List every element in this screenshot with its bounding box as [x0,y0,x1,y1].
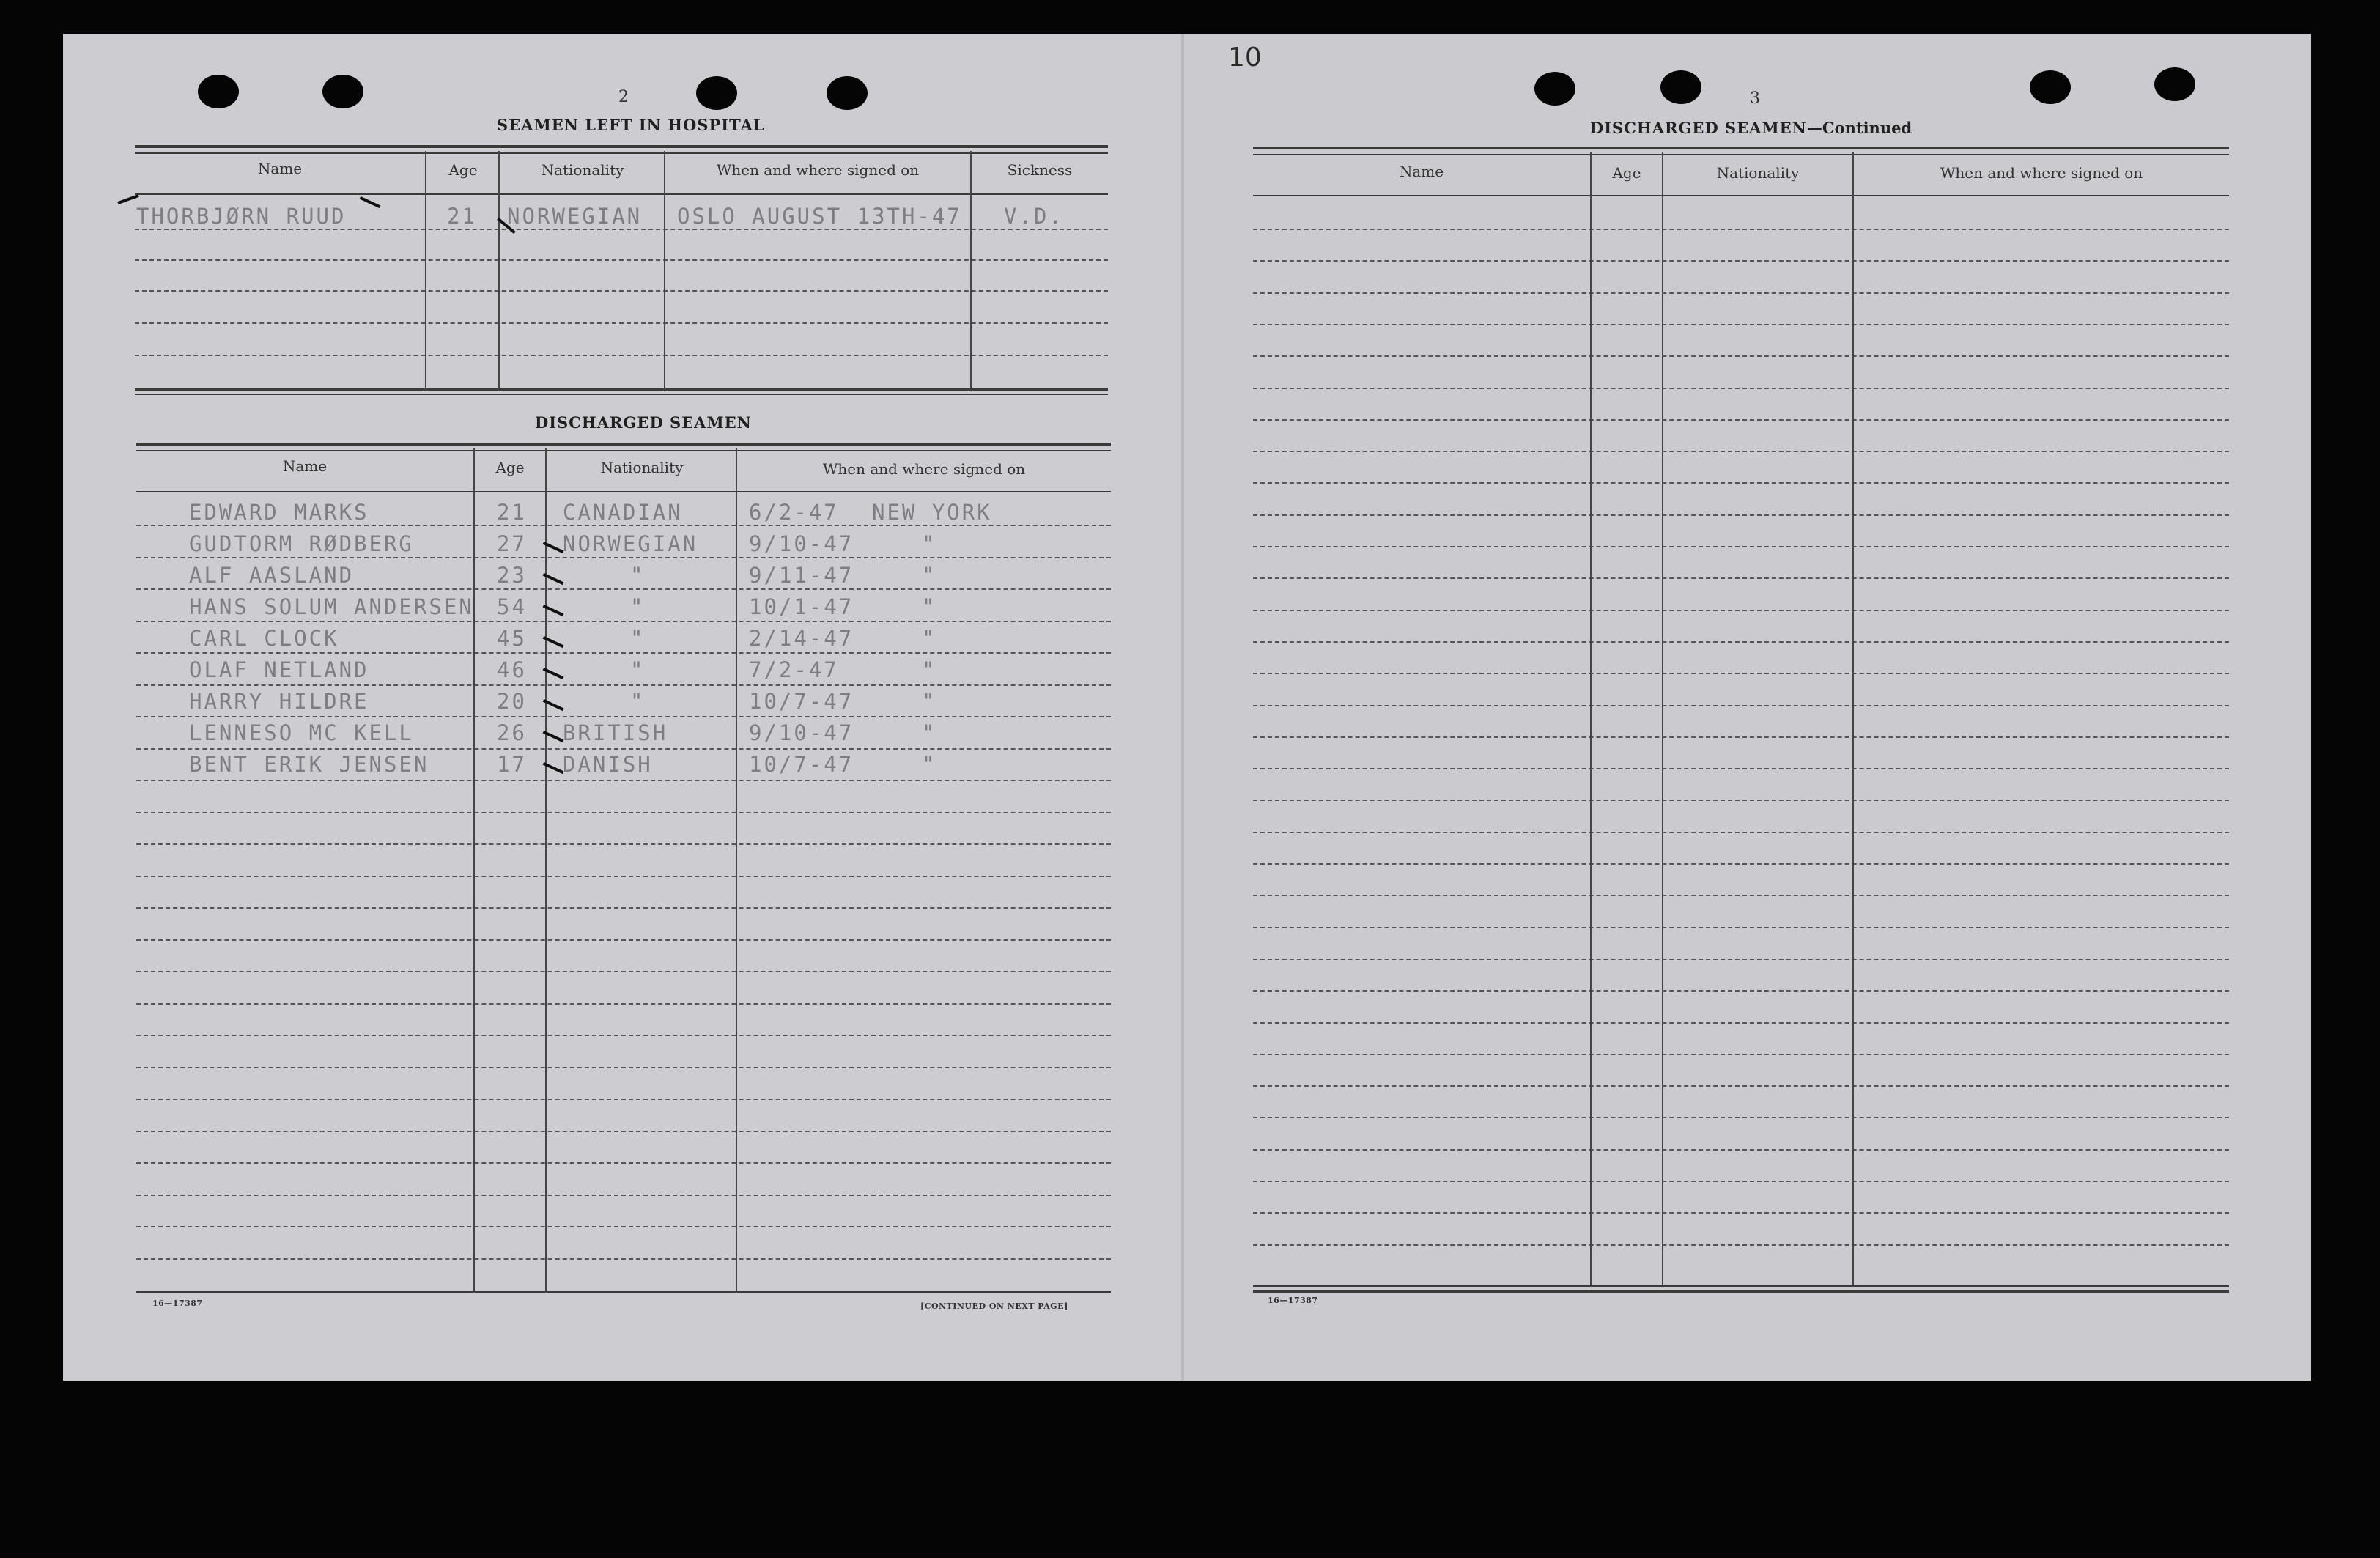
continued-header-signed-on: When and where signed on [1940,164,2143,182]
row-line [1253,1054,2229,1055]
row-line [1253,482,2229,484]
discharged-date: 10/1-47 [749,594,854,619]
continued-header-name: Name [1399,163,1444,180]
row-line [136,557,1111,558]
column-divider [664,151,665,391]
row-line [135,229,1108,230]
form-code: 16—17387 [152,1299,203,1308]
row-line [136,843,1111,845]
row-line [136,1003,1111,1005]
discharged-nationality: DANISH [563,752,653,777]
discharged-place: " [922,563,937,588]
punch-hole [2030,70,2071,104]
row-line [1253,736,2229,738]
row-line [135,322,1108,324]
page-number: 2 [618,88,629,106]
row-line [1253,324,2229,325]
row-line [1253,546,2229,547]
row-line [136,876,1111,877]
discharged-name: HANS SOLUM ANDERSEN [189,594,474,619]
discharged-name: HARRY HILDRE [189,689,369,714]
row-line [1253,641,2229,643]
hospital-header-signed-on: When and where signed on [716,161,920,179]
row-line [1253,1212,2229,1214]
row-line [1253,705,2229,706]
column-divider [736,448,737,1293]
continued-note: [CONTINUED ON NEXT PAGE] [920,1302,1068,1311]
row-line [136,780,1111,781]
row-line [1253,1117,2229,1118]
continued-header-age: Age [1612,164,1641,182]
row-line [1253,927,2229,928]
discharged-place: " [922,626,937,651]
punch-hole [827,76,868,110]
continued-header-nationality: Nationality [1716,164,1800,182]
discharged-date: 7/2-47 [749,657,839,682]
row-line [1253,1244,2229,1246]
punch-hole [322,75,363,108]
continued-title-suffix: —Continued [1806,119,1912,137]
row-line [1253,292,2229,294]
row-line [1253,1085,2229,1087]
discharged-place: " [922,657,937,682]
row-line [136,716,1111,717]
row-line [136,812,1111,813]
row-line [136,1131,1111,1132]
hospital-header-name: Name [257,160,303,177]
rule [135,152,1108,154]
column-divider [498,151,500,391]
row-line [136,1162,1111,1164]
row-line [1253,1181,2229,1182]
row-line [136,684,1111,686]
discharged-header-age: Age [495,459,525,476]
rule [136,1291,1111,1293]
punch-hole [696,76,737,110]
discharged-place: " [922,720,937,745]
row-line [135,290,1108,292]
discharged-nationality: " [630,594,646,619]
discharged-age: 27 [497,531,527,556]
rule [1253,1290,2229,1293]
rule [135,193,1108,195]
discharged-nationality: BRITISH [563,720,668,745]
row-line [1253,990,2229,992]
discharged-age: 45 [497,626,527,651]
row-line [136,525,1111,526]
row-line [136,652,1111,654]
hospital-age: 21 [447,204,477,229]
column-divider [1590,152,1592,1287]
rule [1253,195,2229,196]
row-line [1253,1022,2229,1024]
row-line [1253,577,2229,579]
row-line [135,259,1108,261]
rule [136,450,1111,451]
discharged-place: " [922,752,937,777]
row-line [136,1258,1111,1260]
row-line [135,355,1108,356]
row-line [1253,863,2229,865]
row-line [136,971,1111,972]
discharged-header-nationality: Nationality [600,459,684,476]
rule [136,443,1111,446]
discharged-place: NEW YORK [872,500,992,525]
row-line [1253,895,2229,896]
row-line [1253,832,2229,833]
punch-hole [1534,72,1575,106]
discharged-nationality: " [630,563,646,588]
discharged-name: LENNESO MC KELL [189,720,414,745]
discharged-date: 9/11-47 [749,563,854,588]
discharged-date: 6/2-47 [749,500,839,525]
discharged-date: 9/10-47 [749,531,854,556]
row-line [1253,768,2229,769]
discharged-date: 2/14-47 [749,626,854,651]
discharged-age: 17 [497,752,527,777]
row-line [1253,514,2229,516]
page-number: 3 [1750,89,1760,108]
row-line [1253,610,2229,611]
row-line [1253,419,2229,421]
rule [1253,154,2229,155]
rule [135,394,1108,395]
discharged-name: GUDTORM RØDBERG [189,531,414,556]
discharged-place: " [922,594,937,619]
hospital-sickness: V.D. [1004,204,1064,229]
row-line [1253,388,2229,389]
punch-hole [198,75,239,108]
punch-hole [1660,70,1701,104]
rule [135,145,1108,148]
discharged-header-signed-on: When and where signed on [822,460,1026,478]
hospital-header-nationality: Nationality [541,161,624,179]
row-line [1253,673,2229,674]
row-line [1253,959,2229,960]
row-line [136,588,1111,590]
row-line [136,621,1111,622]
row-line [136,1099,1111,1100]
discharged-nationality: " [630,657,646,682]
row-line [136,907,1111,909]
hospital-nationality: NORWEGIAN [507,204,643,229]
discharged-age: 20 [497,689,527,714]
row-line [136,1035,1111,1036]
column-divider [473,448,475,1293]
discharged-name: OLAF NETLAND [189,657,369,682]
discharged-name: ALF AASLAND [189,563,355,588]
row-line [136,748,1111,750]
hospital-title: SEAMEN LEFT IN HOSPITAL [497,116,765,134]
discharged-date: 10/7-47 [749,689,854,714]
column-divider [1662,152,1663,1287]
row-line [136,1226,1111,1227]
rule [1253,147,2229,149]
row-line [1253,229,2229,230]
discharged-date: 9/10-47 [749,720,854,745]
row-line [136,1067,1111,1068]
column-divider [1852,152,1854,1287]
punch-hole [2154,67,2195,101]
continued-title [1590,119,1912,137]
form-code: 16—17387 [1268,1296,1318,1305]
discharged-name: BENT ERIK JENSEN [189,752,429,777]
continued-title-main: DISCHARGED SEAMEN [1590,119,1807,137]
discharged-name: EDWARD MARKS [189,500,369,525]
page-fold [1181,34,1184,1381]
row-line [1253,800,2229,801]
hospital-name: THORBJØRN RUUD [136,204,347,229]
right-page [1183,34,2311,1381]
discharged-nationality: NORWEGIAN [563,531,698,556]
discharged-age: 46 [497,657,527,682]
column-divider [425,151,426,391]
discharged-name: CARL CLOCK [189,626,339,651]
row-line [1253,451,2229,452]
row-line [1253,355,2229,357]
row-line [136,939,1111,941]
row-line [1253,1149,2229,1151]
handwritten-mark: 10 [1228,43,1262,73]
row-line [1253,260,2229,262]
discharged-age: 26 [497,720,527,745]
discharged-nationality: " [630,689,646,714]
discharged-age: 21 [497,500,527,525]
discharged-header-name: Name [282,457,328,475]
row-line [136,1195,1111,1196]
discharged-age: 54 [497,594,527,619]
column-divider [970,151,972,391]
rule [136,491,1111,492]
hospital-signed-on: OSLO AUGUST 13TH-47 [677,204,962,229]
hospital-header-age: Age [448,161,478,179]
discharged-date: 10/7-47 [749,752,854,777]
discharged-place: " [922,531,937,556]
rule [1253,1285,2229,1287]
discharged-place: " [922,689,937,714]
hospital-header-sickness: Sickness [1007,161,1073,179]
discharged-title: DISCHARGED SEAMEN [535,413,752,432]
discharged-nationality: CANADIAN [563,500,683,525]
discharged-nationality: " [630,626,646,651]
rule [135,388,1108,391]
discharged-age: 23 [497,563,527,588]
